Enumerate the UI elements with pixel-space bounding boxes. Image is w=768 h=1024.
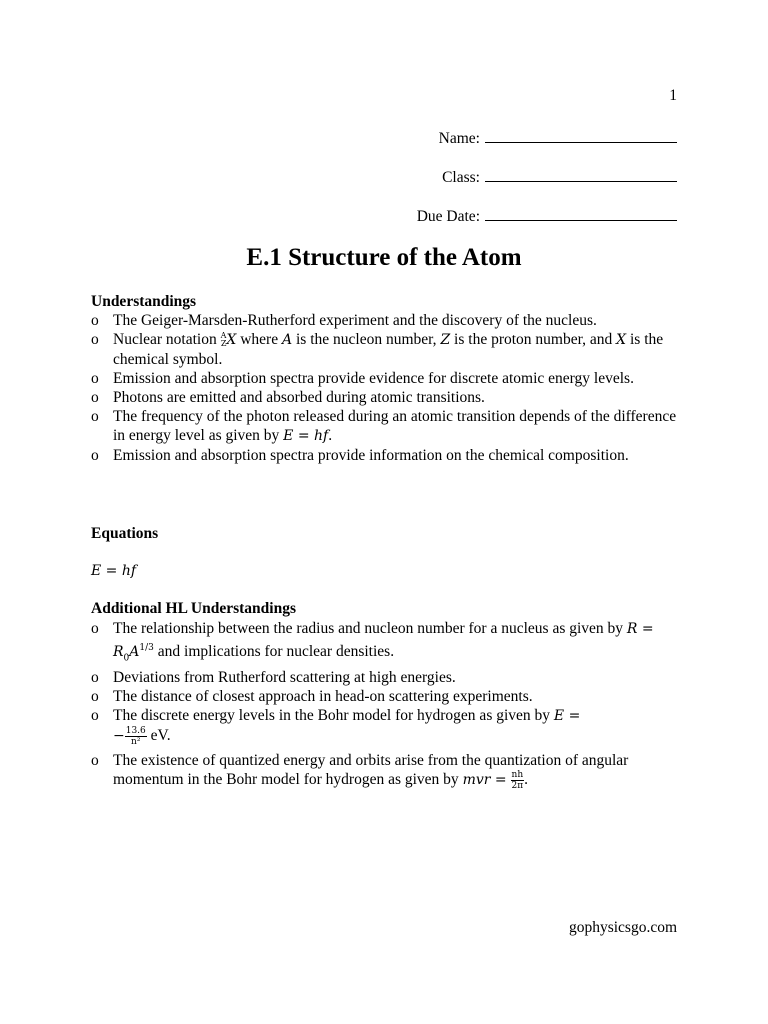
fraction-denominator: 2π bbox=[511, 781, 524, 792]
list-item-text: The frequency of the photon released during an atomic transition depends of the difference in energy level as given by bbox=[113, 408, 677, 444]
mass-number-symbol: A bbox=[220, 331, 227, 341]
footer-website: gophysicsgo.com bbox=[568, 919, 677, 936]
list-item-text: Photons are emitted and absorbed during atomic transitions. bbox=[113, 389, 485, 406]
equation-inline: E = hf bbox=[283, 428, 329, 444]
name-label: Name: bbox=[438, 130, 480, 147]
class-field[interactable] bbox=[442, 167, 677, 187]
hl-understandings-heading: Additional HL Understandings bbox=[91, 600, 297, 617]
math-symbol-a: A bbox=[281, 332, 293, 348]
list-item-text: . bbox=[524, 771, 529, 789]
fraction-denominator: n² bbox=[131, 737, 141, 748]
list-item-text: Deviations from Rutherford scattering at high energies. bbox=[113, 669, 456, 687]
class-blank-line[interactable] bbox=[485, 167, 677, 182]
radius-subscript: 0 bbox=[123, 653, 130, 664]
page-number: 1 bbox=[669, 87, 677, 104]
list-item bbox=[91, 619, 681, 668]
list-item bbox=[91, 330, 681, 369]
element-symbol: X bbox=[226, 332, 237, 348]
due-date-label: Due Date: bbox=[416, 208, 480, 225]
list-item bbox=[91, 687, 681, 706]
understandings-list bbox=[91, 311, 681, 465]
fraction-numerator: 13.6 bbox=[125, 726, 146, 737]
list-item bbox=[91, 388, 681, 407]
list-item bbox=[91, 668, 681, 687]
radius-exponent: 1/3 bbox=[139, 643, 154, 653]
list-item bbox=[91, 369, 681, 388]
list-item-text: The discrete energy levels in the Bohr model for hydrogen as given by bbox=[113, 707, 554, 725]
bullet-icon: o bbox=[91, 707, 99, 725]
list-item bbox=[91, 706, 681, 747]
list-item-text: The Geiger-Marsden-Rutherford experiment and the discovery of the nucleus. bbox=[113, 312, 597, 329]
bullet-icon: o bbox=[91, 408, 99, 425]
bullet-icon: o bbox=[91, 620, 99, 637]
bullet-icon: o bbox=[91, 389, 99, 406]
list-item-text: Emission and absorption spectra provide information on the chemical composition. bbox=[113, 447, 629, 464]
bullet-icon: o bbox=[91, 669, 99, 687]
list-item bbox=[91, 311, 681, 330]
list-item bbox=[91, 751, 681, 791]
bullet-icon: o bbox=[91, 752, 99, 770]
due-date-blank-line[interactable] bbox=[485, 206, 677, 221]
list-item-text: The relationship between the radius and nucleon number for a nucleus as given by bbox=[113, 620, 627, 637]
angular-momentum-equation: mvr = bbox=[462, 772, 507, 789]
list-item-text: The existence of quantized energy and orbits arise from the quantization of angular momentum in the Bohr model for hydrogen as given by bbox=[113, 752, 629, 789]
list-item-text: . bbox=[328, 427, 333, 444]
page-title: E.1 Structure of the Atom bbox=[246, 244, 522, 271]
bullet-icon: o bbox=[91, 370, 99, 387]
radius-equation-a: A bbox=[129, 644, 140, 661]
due-date-field[interactable] bbox=[417, 206, 677, 226]
class-label: Class: bbox=[442, 169, 480, 186]
energy-equation: E = bbox=[553, 708, 581, 725]
fraction-numerator: nh bbox=[511, 770, 524, 781]
proton-number-symbol: Z bbox=[220, 339, 227, 349]
list-item-text: The distance of closest approach in head-on scattering experiments. bbox=[113, 688, 533, 706]
list-item bbox=[91, 446, 681, 465]
bullet-icon: o bbox=[91, 688, 99, 706]
list-item-text: where bbox=[236, 331, 282, 348]
minus-sign: − bbox=[113, 728, 125, 745]
bullet-icon: o bbox=[91, 312, 99, 329]
understandings-heading: Understandings bbox=[91, 293, 197, 310]
equations-heading: Equations bbox=[91, 525, 159, 542]
energy-fraction bbox=[125, 726, 147, 747]
bullet-icon: o bbox=[91, 447, 99, 464]
list-item-text: is the nucleon number, bbox=[292, 331, 441, 348]
list-item bbox=[91, 407, 681, 446]
name-blank-line[interactable] bbox=[485, 128, 677, 143]
radius-equation: R = R bbox=[113, 621, 654, 661]
list-item-text: and implications for nuclear densities. bbox=[153, 643, 395, 661]
list-item-text: is the chemical symbol. bbox=[113, 331, 664, 368]
math-symbol-z: Z bbox=[440, 332, 451, 348]
equation-e-hf: E = hf bbox=[91, 563, 137, 579]
hl-understandings-list bbox=[91, 619, 681, 791]
name-field[interactable] bbox=[439, 128, 677, 148]
list-item-text: is the proton number, and bbox=[450, 331, 617, 348]
list-item-text-pre: Nuclear notation bbox=[113, 331, 221, 348]
bullet-icon: o bbox=[91, 331, 99, 348]
angular-momentum-fraction bbox=[511, 770, 525, 791]
unit-text: eV. bbox=[146, 727, 171, 745]
list-item-text: Emission and absorption spectra provide evidence for discrete atomic energy levels. bbox=[113, 370, 634, 387]
math-symbol-x: X bbox=[616, 332, 627, 348]
